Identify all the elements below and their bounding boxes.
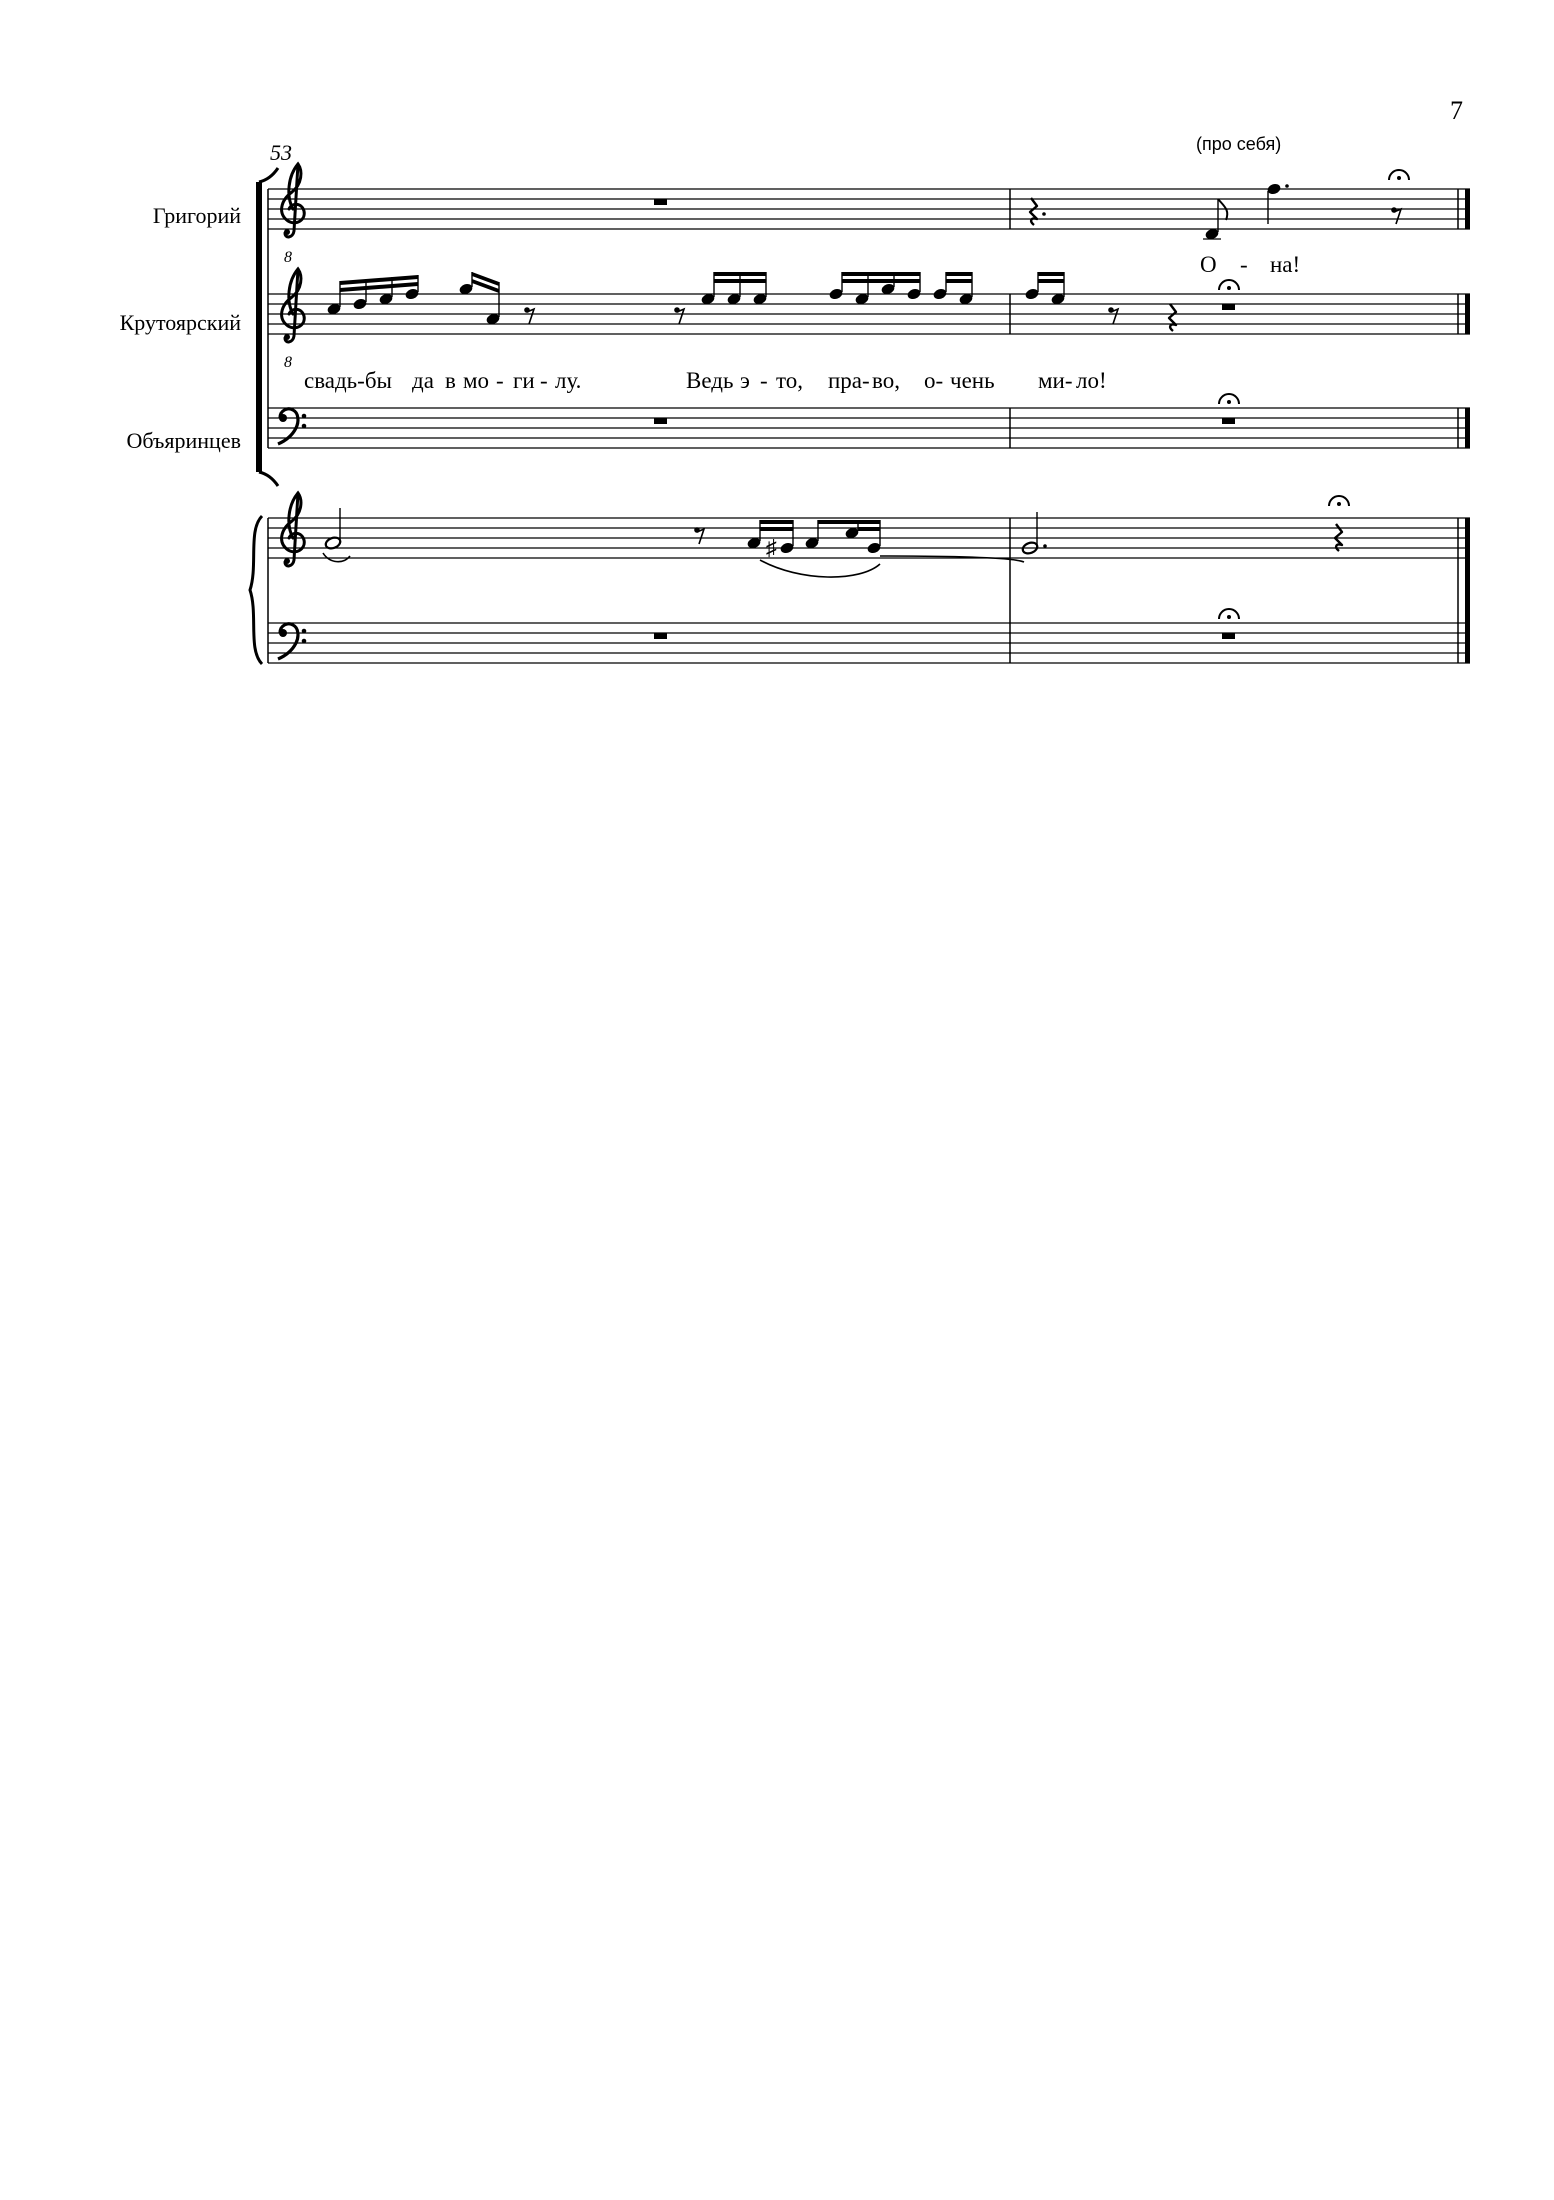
lyric-syllable: мо (463, 368, 490, 393)
lyric-syllable: в (445, 368, 456, 393)
performance-direction: (про себя) (1196, 134, 1282, 154)
lyric-hyphen: - (496, 368, 504, 393)
tie (880, 556, 1024, 562)
staff-krutoyarskiy (268, 294, 1470, 334)
lyric-syllable: лу. (555, 368, 582, 393)
treble-clef-icon (282, 269, 305, 342)
fermata-icon (1219, 280, 1239, 290)
lyric-syllable: ги (513, 368, 535, 393)
lyric-syllable: чень (950, 368, 995, 393)
staff-piano-bass (268, 623, 1470, 663)
lyric-syllable: Ведь (686, 368, 734, 393)
lyric-hyphen: - (1240, 252, 1248, 277)
whole-rest-icon (1222, 304, 1235, 310)
clef-octave-mark: 8 (284, 249, 292, 266)
note-group (746, 520, 794, 560)
lyric-syllable: на! (1270, 252, 1301, 277)
fermata-icon (1219, 609, 1239, 619)
note (1203, 199, 1227, 241)
final-barline (1458, 189, 1470, 663)
note-group (828, 272, 921, 306)
treble-clef-icon (282, 164, 305, 237)
whole-rest-icon (654, 418, 667, 424)
whole-rest-icon (1222, 418, 1235, 424)
lyric-syllable: во, (872, 368, 900, 393)
eighth-rest-icon (1391, 207, 1401, 224)
note-group (804, 520, 881, 555)
eighth-rest-icon (1108, 307, 1118, 324)
note (323, 508, 350, 562)
lyric-syllable: ми- (1038, 368, 1073, 393)
sharp-icon: ♯ (766, 535, 777, 560)
note-group (458, 272, 500, 326)
clef-octave-mark: 8 (284, 354, 292, 371)
staff-grigoriy (268, 189, 1470, 229)
fermata-icon (1219, 394, 1239, 404)
part-name-krutoyarskiy: Крутоярский (119, 310, 241, 335)
quarter-rest-icon (1030, 198, 1037, 225)
measure-number: 53 (270, 140, 292, 165)
lyric-syllable: О (1200, 252, 1217, 277)
dot (1042, 212, 1046, 216)
lyric-hyphen: - (540, 368, 548, 393)
fermata-icon (1389, 170, 1409, 180)
lyric-syllable: э (740, 368, 750, 393)
bass-clef-icon (278, 409, 306, 444)
note-group (700, 272, 767, 306)
whole-rest-icon (654, 633, 667, 639)
note-group (326, 275, 419, 316)
whole-rest-icon (654, 199, 667, 205)
lyric-syllable: да (412, 368, 434, 393)
lyric-syllable: о- (924, 368, 944, 393)
whole-rest-icon (1222, 633, 1235, 639)
lyric-syllable: пра- (828, 368, 870, 393)
slur (760, 560, 880, 577)
eighth-rest-icon (694, 527, 704, 544)
note-group (1024, 272, 1065, 306)
treble-clef-icon (282, 493, 305, 566)
note-group (932, 272, 973, 306)
bass-clef-icon (278, 624, 306, 659)
staff-obyarintsev (268, 408, 1470, 448)
piano-brace (250, 516, 268, 664)
lyric-syllable: свадь-бы (304, 368, 392, 393)
part-name-obyarintsev: Объяринцев (126, 428, 241, 453)
lyric-hyphen: - (760, 368, 768, 393)
lyric-syllable: то, (776, 368, 803, 393)
eighth-rest-icon (524, 307, 534, 324)
part-name-grigoriy: Григорий (152, 203, 241, 228)
lyric-syllable: ло! (1076, 368, 1107, 393)
eighth-rest-icon (674, 307, 684, 324)
page-number: 7 (1450, 96, 1463, 125)
quarter-rest-icon (1169, 304, 1176, 331)
fermata-icon (1329, 496, 1349, 506)
